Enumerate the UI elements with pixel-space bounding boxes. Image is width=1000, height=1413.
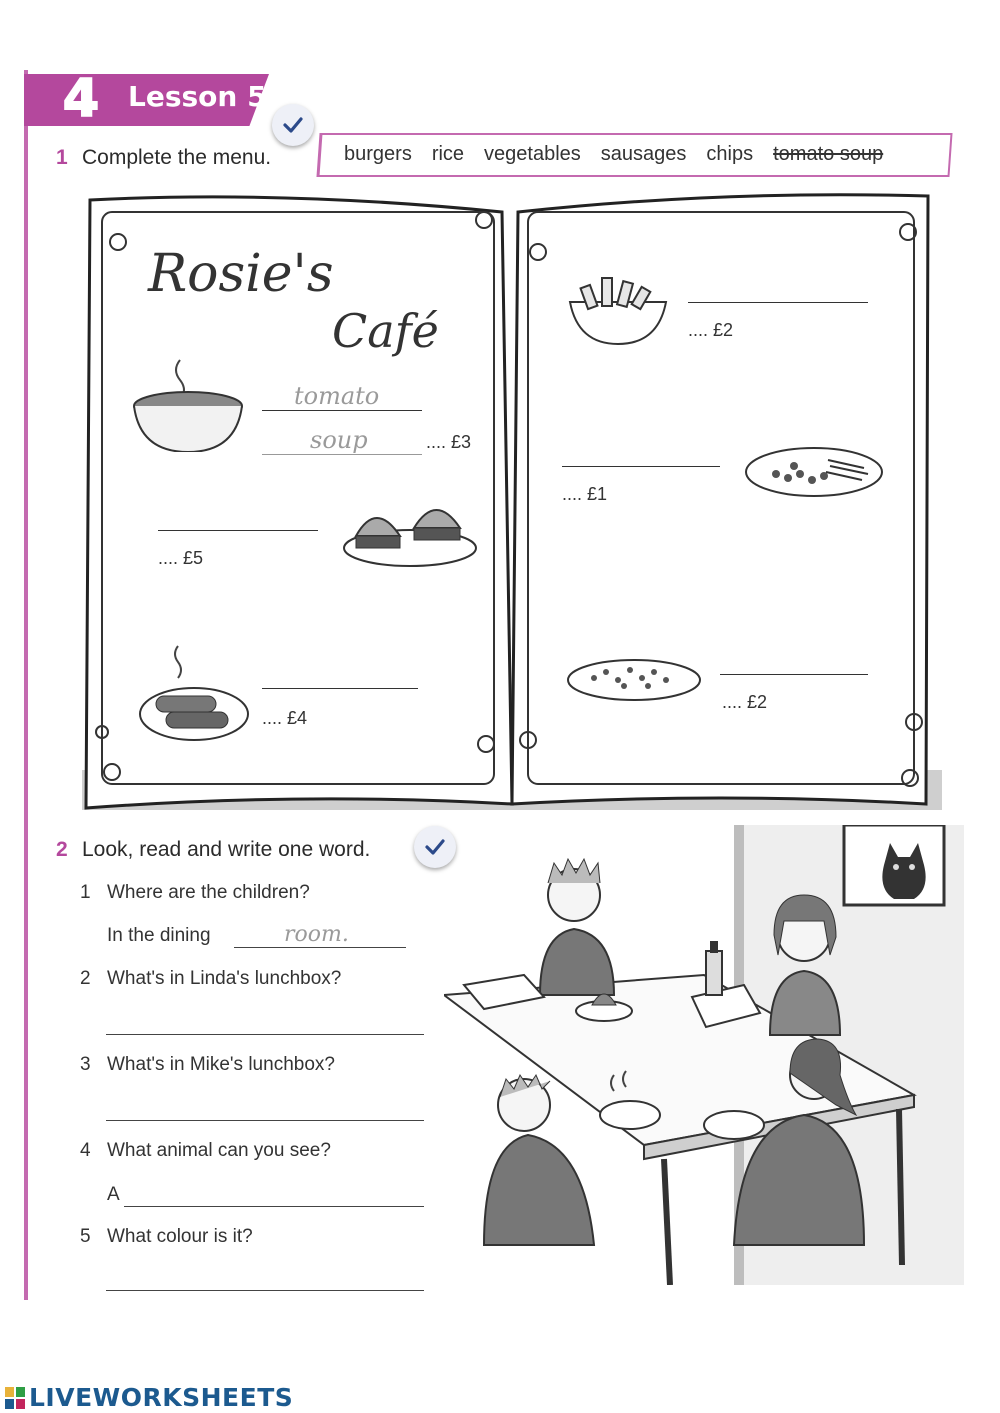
dining-room-illustration	[444, 825, 964, 1285]
question-1-answer[interactable]: room.	[284, 922, 349, 947]
question-4-answer-line[interactable]	[124, 1206, 424, 1207]
word-rice: rice	[431, 143, 465, 165]
page-margin-line	[24, 70, 28, 1300]
soup-blank-2	[262, 454, 422, 455]
question-5-answer-line[interactable]	[106, 1290, 424, 1291]
liveworksheets-logo-text: LIVEWORKSHEETS	[29, 1383, 294, 1412]
question-2-number: 2	[80, 968, 91, 989]
question-5-number: 5	[80, 1226, 91, 1247]
menu-title-cafe: Café	[332, 304, 439, 358]
task1-number: 1	[56, 146, 68, 169]
task1-instruction: Complete the menu.	[82, 146, 272, 169]
question-1-number: 1	[80, 882, 91, 903]
soup-blank-1	[262, 410, 422, 411]
chips-price: .... £2	[688, 320, 734, 340]
vegetables-price: .... £1	[562, 484, 608, 504]
chips-bowl-icon	[564, 272, 672, 346]
rice-plate-icon	[564, 650, 704, 706]
burgers-price: .... £5	[158, 548, 204, 568]
question-1-answer-line	[234, 947, 406, 948]
burgers-blank[interactable]	[158, 530, 318, 531]
task2-number: 2	[56, 838, 68, 861]
question-4-prompt: A	[107, 1184, 120, 1205]
rice-blank[interactable]	[720, 674, 868, 675]
vegetables-blank[interactable]	[562, 466, 720, 467]
unit-number: 4	[62, 69, 100, 129]
question-4-text: What animal can you see?	[107, 1140, 331, 1161]
soup-answer-line2[interactable]: soup	[310, 426, 368, 454]
question-2-text: What's in Linda's lunchbox?	[107, 968, 342, 989]
sausages-blank[interactable]	[262, 688, 418, 689]
sausages-plate-icon	[138, 642, 250, 746]
soup-answer-line1[interactable]: tomato	[294, 382, 380, 410]
word-burgers: burgers	[344, 143, 412, 165]
menu-title-rosies: Rosie's	[148, 244, 334, 304]
question-2-answer-line[interactable]	[106, 1034, 424, 1035]
lesson-title: Lesson 5	[128, 80, 267, 113]
word-sausages: sausages	[600, 143, 687, 165]
soup-price: .... £3	[426, 432, 472, 452]
word-chips: chips	[706, 143, 754, 165]
task1-check-button[interactable]	[272, 104, 314, 146]
question-3-number: 3	[80, 1054, 91, 1075]
burgers-plate-icon	[340, 500, 480, 570]
liveworksheets-logo-icon	[5, 1387, 25, 1409]
rice-price: .... £2	[722, 692, 768, 712]
menu-book	[82, 192, 942, 814]
question-1-prompt: In the dining	[107, 925, 211, 946]
question-4-number: 4	[80, 1140, 91, 1161]
question-3-answer-line[interactable]	[106, 1120, 424, 1121]
vegetables-plate-icon	[744, 438, 884, 502]
word-bank	[344, 143, 883, 166]
task2-instruction: Look, read and write one word.	[82, 838, 371, 861]
word-tomato-soup-used: tomato soup	[773, 143, 884, 165]
sausages-price: .... £4	[262, 708, 308, 728]
question-5-text: What colour is it?	[107, 1226, 253, 1247]
question-1-text: Where are the children?	[107, 882, 310, 903]
question-3-text: What's in Mike's lunchbox?	[107, 1054, 335, 1075]
soup-bowl-icon	[130, 352, 250, 452]
checkmark-icon	[281, 113, 305, 137]
liveworksheets-logo	[5, 1383, 293, 1412]
word-vegetables: vegetables	[484, 143, 581, 165]
chips-blank[interactable]	[688, 302, 868, 303]
